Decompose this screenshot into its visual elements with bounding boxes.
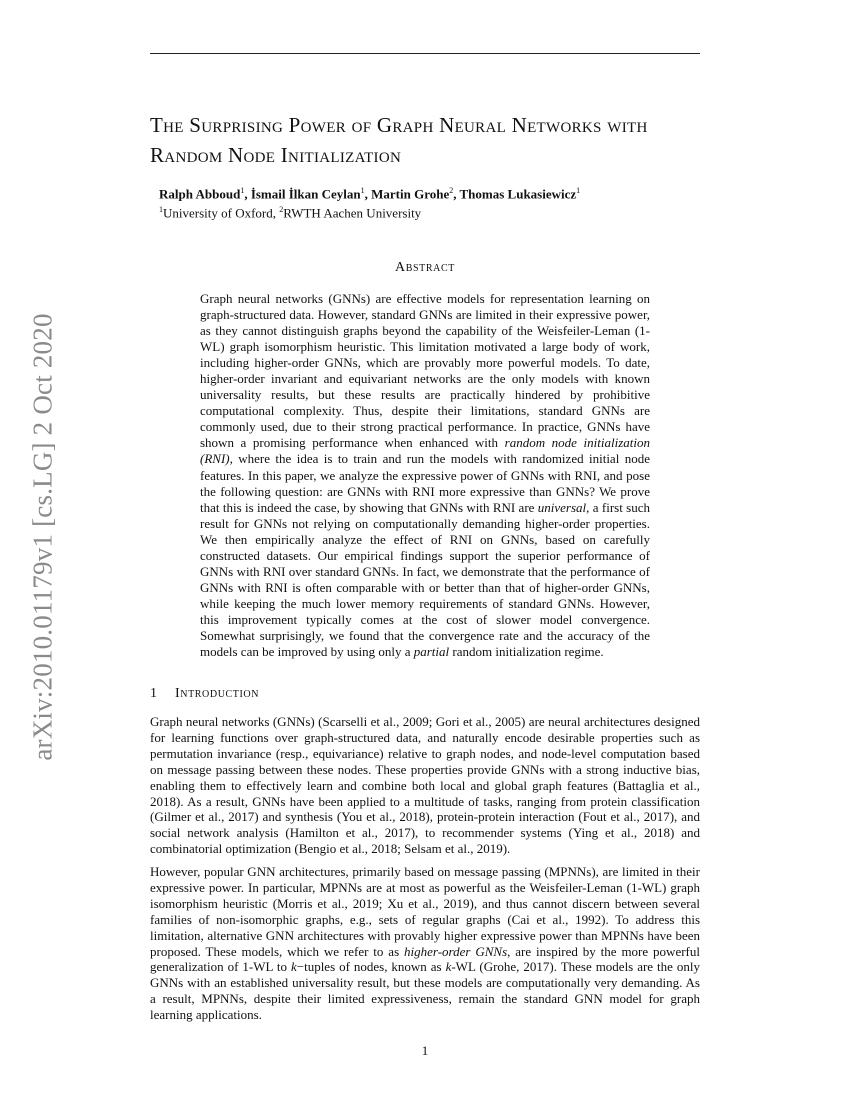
- top-rule: [150, 53, 700, 54]
- math-variable: k: [290, 959, 297, 975]
- section-number: 1: [150, 686, 158, 701]
- math-variable: k: [445, 959, 452, 975]
- author-affil-mark: 1: [576, 186, 581, 195]
- paragraph-text: −tuples of nodes, known as: [296, 959, 446, 975]
- abstract-text: , where the idea is to train and run the models with randomized initial node features. In this paper, we analyze the expressive power of GNNs with RNI, and pose the following question: are GNNs with RNI more expressive than GNNs? We prove that this is indeed the case, by showing that GNNs with RNI are: [200, 451, 650, 515]
- paragraph-text: However, popular GNN architectures, primarily based on message passing (MPNNs), are limited in their expressive power. In particular, MPNNs are at most as powerful as the Weisfeiler-Leman (1-WL) graph isomorphism heuristic (Morris et al., 2019; Xu et al., 2019), and thus cannot discern between several families of non-isomorphic graphs, e.g., sets of regular graphs (Cai et al., 1992). To address this limitation, alternative GNN architectures with provably higher expressive power than MPNNs have been proposed. These models, which we refer to as: [150, 864, 700, 959]
- paragraph-text: -WL (Grohe, 2017). These models are the only GNNs with an established universality result, but these models are computationally very demanding. As a result, MPNNs, despite their limited expressiveness, remain the standard GNN model for graph learning applications.: [150, 959, 700, 1023]
- page-number: 1: [421, 1043, 429, 1058]
- affiliation-name: RWTH Aachen University: [283, 205, 422, 221]
- author-affil-mark: 1: [360, 186, 365, 195]
- abstract-text: random initialization regime.: [449, 644, 604, 660]
- affil-mark: 2: [279, 205, 284, 214]
- abstract-text: , a first such result for GNNs not relying on computationally demanding higher-order properties. We then empirically analyze the effect of RNI on GNNs, based on carefully constructed datasets. Our empirical findings support the superior performance of GNNs with RNI over standard GNNs. In fact, we demonstrate that the performance of GNNs with RNI is often comparable with or better than that of higher-order GNNs, while keeping the much lower memory requirements of standard GNNs. However, this improvement typically comes at the cost of slower model convergence. Somewhat surprisingly, we found that the convergence rate and the accuracy of the models can be improved by using only a: [200, 499, 650, 660]
- intro-paragraph-1: [150, 714, 700, 857]
- affiliation-name: University of Oxford: [163, 205, 273, 221]
- author-name: Thomas Lukasiewicz: [459, 186, 577, 202]
- author-name: Martin Grohe: [371, 186, 450, 202]
- arxiv-stamp: arXiv:2010.01179v1 [cs.LG] 2 Oct 2020: [27, 313, 58, 761]
- abstract-emphasis: partial: [413, 644, 450, 660]
- author-list: Ralph Abboud$^1$, İsmail İlkan Ceylan$^1$, Martin Grohe$^2$, Thomas Lukasiewicz$^1$: [159, 186, 581, 202]
- author-affil-mark: 1: [240, 186, 245, 195]
- intro-paragraph-2: [150, 864, 700, 1023]
- affiliation-line: $^1$University of Oxford, $^2$RWTH Aachen University: [159, 205, 422, 221]
- affil-mark: 1: [159, 205, 163, 214]
- abstract-body: [200, 291, 650, 660]
- author-name: Ralph Abboud: [159, 186, 241, 202]
- section-title: Introduction: [175, 686, 260, 701]
- author-name: İsmail İlkan Ceylan: [250, 186, 361, 202]
- abstract-emphasis: random node initialization (RNI): [200, 435, 650, 467]
- paragraph-text: Graph neural networks (GNNs) (Scarselli et al., 2009; Gori et al., 2005) are neural architectures designed for learning functions over graph-structured data, and naturally encode desirable properties such as permutation invariance (resp., equivariance) relative to graph nodes, and node-level computation based on message passing between these nodes. These properties provide GNNs with a strong inductive bias, enabling them to effectively learn and combine both local and global graph features (Battaglia et al., 2018). As a result, GNNs have been applied to a multitude of tasks, ranging from protein classification (Gilmer et al., 2017) and synthesis (You et al., 2018), protein-protein interaction (Fout et al., 2017), and social network analysis (Hamilton et al., 2017), to recommender systems (Ying et al., 2018) and combinatorial optimization (Bengio et al., 2018; Selsam et al., 2019).: [150, 714, 700, 857]
- abstract-text: Graph neural networks (GNNs) are effective models for representation learning on graph-structured data. However, standard GNNs are limited in their expressive power, as they cannot distinguish graphs beyond the capability of the Weisfeiler-Leman (1-WL) graph isomorphism heuristic. This limitation motivated a large body of work, including higher-order GNNs, which are provably more powerful models. To date, higher-order invariant and equivariant networks are the only models with known universality results, but these results are practically hindered by prohibitive computational complexity. Thus, despite their limitations, standard GNNs are commonly used, due to their strong practical performance. In practice, GNNs have shown a promising performance when enhanced with: [200, 291, 650, 451]
- paragraph-emphasis: higher-order GNNs: [404, 943, 508, 959]
- abstract-emphasis: universal: [537, 499, 587, 515]
- paper-title: The Surprising Power of Graph Neural Networks with Random Node Initialization: [150, 113, 648, 167]
- section-heading: [150, 686, 259, 702]
- paragraph-text: , are inspired by the more powerful generalization of 1-WL to: [150, 943, 700, 975]
- author-affil-mark: 2: [449, 186, 454, 195]
- abstract-heading: Abstract: [395, 260, 455, 275]
